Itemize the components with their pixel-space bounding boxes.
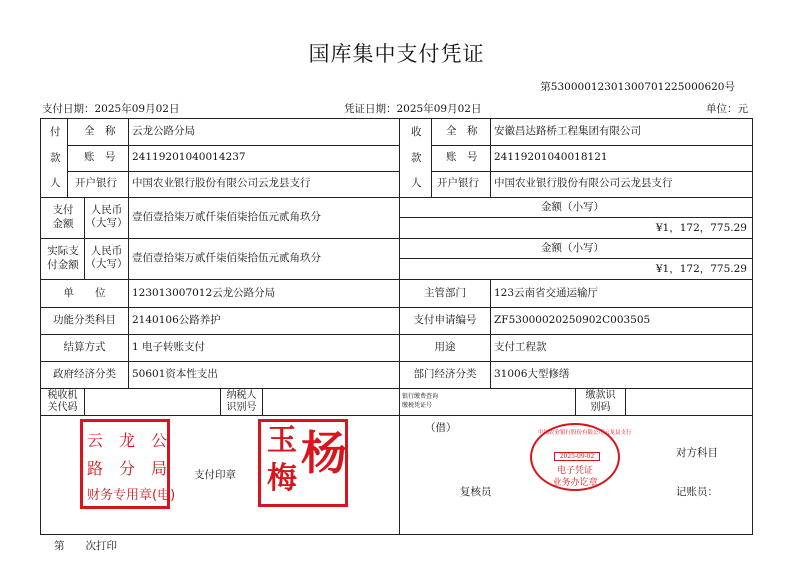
use-value: 支付工程款 [494,341,547,353]
settle-label: 结算方式 [63,341,106,353]
finance-seal [80,419,176,509]
payer-account-label: 账 号 [84,151,116,163]
actual-rmb-caps-label: （大写） [85,258,128,270]
payer-bank: 中国农业银行股份有限公司云龙县支行 [132,177,311,189]
actual-amount-figure: ¥1，172，775.29 [655,263,747,275]
actual-rmb-label: 人民币 [90,245,123,257]
dept-econ-label: 部门经济分类 [413,368,477,380]
gov-econ-label: 政府经济分类 [53,368,116,380]
unit-label: 单位：元 [706,103,748,115]
bank-seal [530,423,632,491]
payee-bank: 中国农业银行股份有限公司云龙县支行 [494,177,673,189]
tax-office-label-2: 关代码 [47,402,78,413]
bookkeeper-label: 记账员： [676,486,718,498]
personal-seal [258,419,348,507]
pay-rmb-caps-label: （大写） [85,217,128,229]
bank-query-note-1: 银行缴费查询 [402,393,439,400]
finance-seal-line-2: 路 分 局 [87,459,168,478]
reviewer-label: 复核员 [460,486,492,498]
tax-office-label-1: 税收机 [47,390,78,401]
payee-account: 24119201040018121 [494,151,608,163]
payer-bank-label: 开户银行 [75,177,117,189]
borrow-label: （借） [425,422,457,434]
payee-side-label-1: 收 [411,126,422,138]
bank-seal-date: 2025-09-02 [554,452,600,461]
gov-econ-value: 50601资本性支出 [132,368,218,380]
pay-amount-small-label: 金额（小写） [541,201,604,213]
personal-seal-char-3: 杨 [301,426,347,480]
dept-value: 123云南省交通运输厅 [494,287,599,299]
opposite-account-label: 对方科目 [676,447,718,459]
taxpayer-label-2: 识别号 [226,402,257,413]
payee-name-label: 全 称 [446,125,478,137]
payee-name: 安徽昌达路桥工程集团有限公司 [494,125,641,137]
func-class-value: 2140106公路养护 [132,314,221,326]
finance-seal-line-3: 财务专用章(电) [87,488,176,503]
page-title: 国库集中支付凭证 [308,42,485,66]
payee-side-label-2: 款 [411,152,422,164]
pay-date: 支付日期：2025年09月02日 [42,103,180,115]
payer-name: 云龙公路分局 [132,125,195,137]
bank-query-note-2: 缴税凭证号 [402,402,433,409]
pay-amount-label-1: 支付 [52,204,74,216]
pay-rmb-label: 人民币 [90,204,123,216]
pay-seal-label: 支付印章 [194,469,236,481]
bank-seal-line-1: 电子凭证 [556,466,593,476]
bank-seal-top-text: 中国农业银行股份有限公司云龙县支行 [538,430,632,436]
payer-side-label-3: 人 [50,177,61,189]
dept-label: 主管部门 [424,287,466,299]
payer-side-label-2: 款 [50,152,61,164]
payer-side-label-1: 付 [50,126,61,138]
payer-account: 24119201040014237 [132,151,246,163]
unit-field-label: 单 位 [63,287,106,299]
bank-seal-line-2: 业务办讫章 [552,478,598,488]
actual-amount-words: 壹佰壹拾柒万贰仟柒佰柒拾伍元贰角玖分 [132,252,321,264]
settle-value: 1 电子转账支付 [132,341,206,353]
payer-name-label: 全 称 [84,125,116,137]
payee-account-label: 账 号 [446,151,478,163]
actual-amount-label-2: 付金额 [47,259,79,271]
pay-amount-label-2: 金额 [52,218,74,230]
print-count: 第 次打印 [54,540,117,552]
payee-bank-label: 开户银行 [437,177,479,189]
use-label: 用途 [434,341,456,353]
func-class-label: 功能分类科目 [53,314,116,326]
payee-side-label-3: 人 [411,177,422,189]
apply-no-label: 支付申请编号 [413,314,477,326]
apply-no-value: ZF53000020250902C003505 [494,314,651,326]
unit-field-value: 123013007012云龙公路分局 [132,287,276,299]
personal-seal-char-2: 梅 [267,461,297,496]
taxpayer-label-1: 纳税人 [226,390,257,401]
finance-seal-line-1: 云 龙 公 [87,431,168,450]
personal-seal-char-1: 玉 [267,423,297,458]
actual-amount-label-1: 实际支 [47,245,79,257]
pay-id-label-2: 别码 [590,402,611,413]
pay-amount-words: 壹佰壹拾柒万贰仟柒佰柒拾伍元贰角玖分 [132,211,321,223]
dept-econ-value: 31006大型修缮 [494,368,570,380]
pay-id-label-1: 缴款识 [585,390,616,401]
pay-amount-figure: ¥1，172，775.29 [655,222,747,234]
actual-amount-small-label: 金额（小写） [541,242,604,254]
voucher-number: 第53000012301300701225000620号 [540,81,735,93]
voucher-date: 凭证日期：2025年09月02日 [344,103,482,115]
